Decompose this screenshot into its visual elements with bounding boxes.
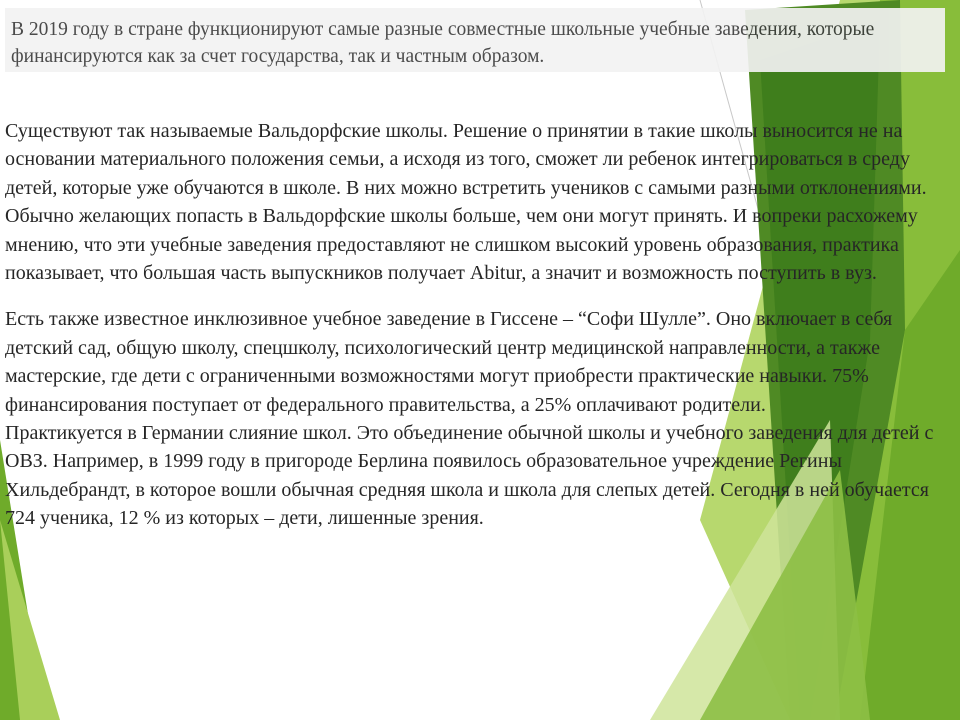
slide-body: [5, 117, 935, 533]
paragraph-waldorf-demand: Обычно желающих попасть в Вальдорфские школы больше, чем они могут принять. И вопреки расхожему мнению, что эти учебные заведения предоставляют не слишком высокий уровень образования, практика показывает, что большая часть выпускников получает Abitur, а значит и возможность поступить в вуз.: [5, 205, 918, 285]
paragraph-school-merger: Практикуется в Германии слияние школ. Это объединение обычной школы и учебного заведения для детей с ОВЗ. Например, в 1999 году в пригороде Берлина появилось образовательное учреждение Регины Хильдебрандт, в которое вошли обычная средняя школа и школа для слепых детей. Сегодня в ней обучается 724 ученика, 12 % из которых – дети, лишенные зрения.: [5, 422, 934, 530]
paragraph-waldorf-schools: Существуют так называемые Вальдорфские школы. Решение о принятии в такие школы выносится не на основании материального положения семьи, а исходя из того, сможет ли ребенок интегрироваться в среду детей, которые уже обучаются в школе. В них можно встретить учеников с самыми разными отклонениями.: [5, 120, 927, 199]
paragraph-gap: [5, 287, 935, 305]
slide-title: В 2019 году в стране функционируют самые разные совместные школьные учебные заведения, которые финансируются как за счет государства, так и частным образом.: [11, 19, 875, 67]
paragraph-giessen-school: Есть также известное инклюзивное учебное заведение в Гиссене – “Софи Шулле”. Оно включает в себя детский сад, общую школу, спецшколу, психологический центр медицинской направленности, а также мастерские, где дети с ограниченными возможностями могут приобрести практические навыки. 75% финансирования поступает от федерального правительства, а 25% оплачивают родители.: [5, 308, 893, 416]
slide-title-box: [5, 8, 945, 72]
